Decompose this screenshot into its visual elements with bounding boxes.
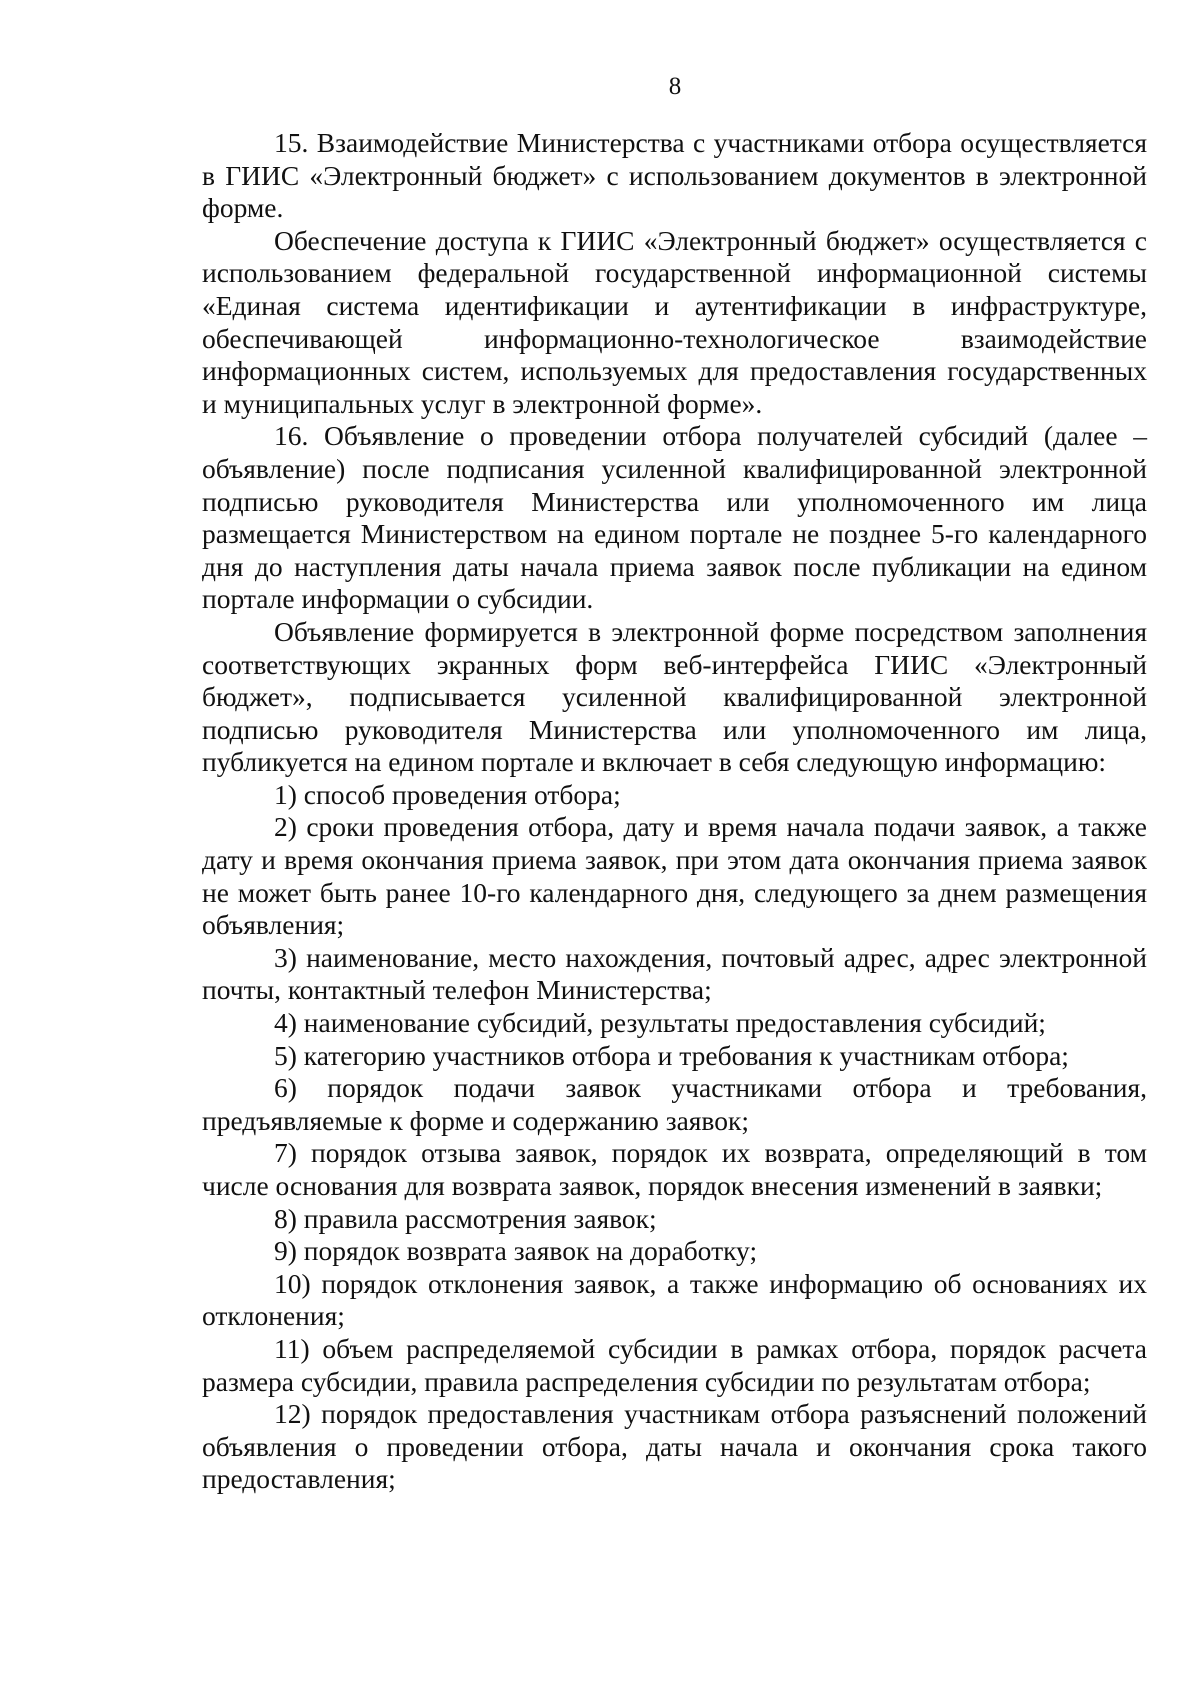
list-item-5: 5) категорию участников отбора и требования к участникам отбора;	[274, 1039, 1069, 1071]
list-item-1: 1) способ проведения отбора;	[274, 778, 621, 810]
paragraph-announcement-contents: Объявление формируется в электронной форме посредством заполнения соответствующих экранных форм веб-интерфейса ГИИС «Электронный бюджет», подписывается усиленной квалифицированной электронной подписью руководителя Министерства или уполномоченного им лица, публикуется на едином портале и включает в себя следующую информацию:	[202, 615, 1147, 778]
list-item-10: 10) порядок отклонения заявок, а также информацию об основаниях их отклонения;	[202, 1267, 1147, 1332]
list-item-4: 4) наименование субсидий, результаты предоставления субсидий;	[274, 1007, 1046, 1039]
document-body	[202, 127, 1147, 1496]
list-item-3: 3) наименование, место нахождения, почтовый адрес, адрес электронной почты, контактный телефон Министерства;	[202, 941, 1147, 1006]
page-number: 8	[668, 73, 682, 100]
list-item-9: 9) порядок возврата заявок на доработку;	[274, 1235, 758, 1267]
paragraph-16-announcement: 16. Объявление о проведении отбора получателей субсидий (далее – объявление) после подписания усиленной квалифицированной электронной подписью руководителя Министерства или уполномоченного им лица размещается Министерством на едином портале не позднее 5-го календарного дня до наступления даты начала приема заявок после публикации на едином портале информации о субсидии.	[202, 420, 1147, 615]
list-item-6: 6) порядок подачи заявок участниками отбора и требования, предъявляемые к форме и содержанию заявок;	[202, 1072, 1147, 1136]
list-item-8: 8) правила рассмотрения заявок;	[274, 1202, 657, 1234]
list-item-12: 12) порядок предоставления участникам отбора разъяснений положений объявления о проведении отбора, даты начала и окончания срока такого предоставления;	[202, 1398, 1147, 1495]
paragraph-15-interaction: 15. Взаимодействие Министерства с участниками отбора осуществляется в ГИИС «Электронный бюджет» с использованием документов в электронной форме.	[202, 127, 1147, 224]
list-item-2: 2) сроки проведения отбора, дату и время начала подачи заявок, а также дату и время окончания приема заявок, при этом дата окончания приема заявок не может быть ранее 10-го календарного дня, следующего за днем размещения объявления;	[202, 811, 1147, 941]
paragraph-access-giis: Обеспечение доступа к ГИИС «Электронный бюджет» осуществляется с использованием федеральной государственной информационной системы «Единая система идентификации и аутентификации в инфраструктуре, обеспечивающей информационно-технологическое взаимодействие информационных систем, используемых для предоставления государственных и муниципальных услуг в электронной форме».	[202, 224, 1147, 419]
list-item-11: 11) объем распределяемой субсидии в рамках отбора, порядок расчета размера субсидии, правила распределения субсидии по результатам отбора;	[202, 1332, 1147, 1397]
list-item-7: 7) порядок отзыва заявок, порядок их возврата, определяющий в том числе основания для возврата заявок, порядок внесения изменений в заявки;	[202, 1137, 1147, 1201]
